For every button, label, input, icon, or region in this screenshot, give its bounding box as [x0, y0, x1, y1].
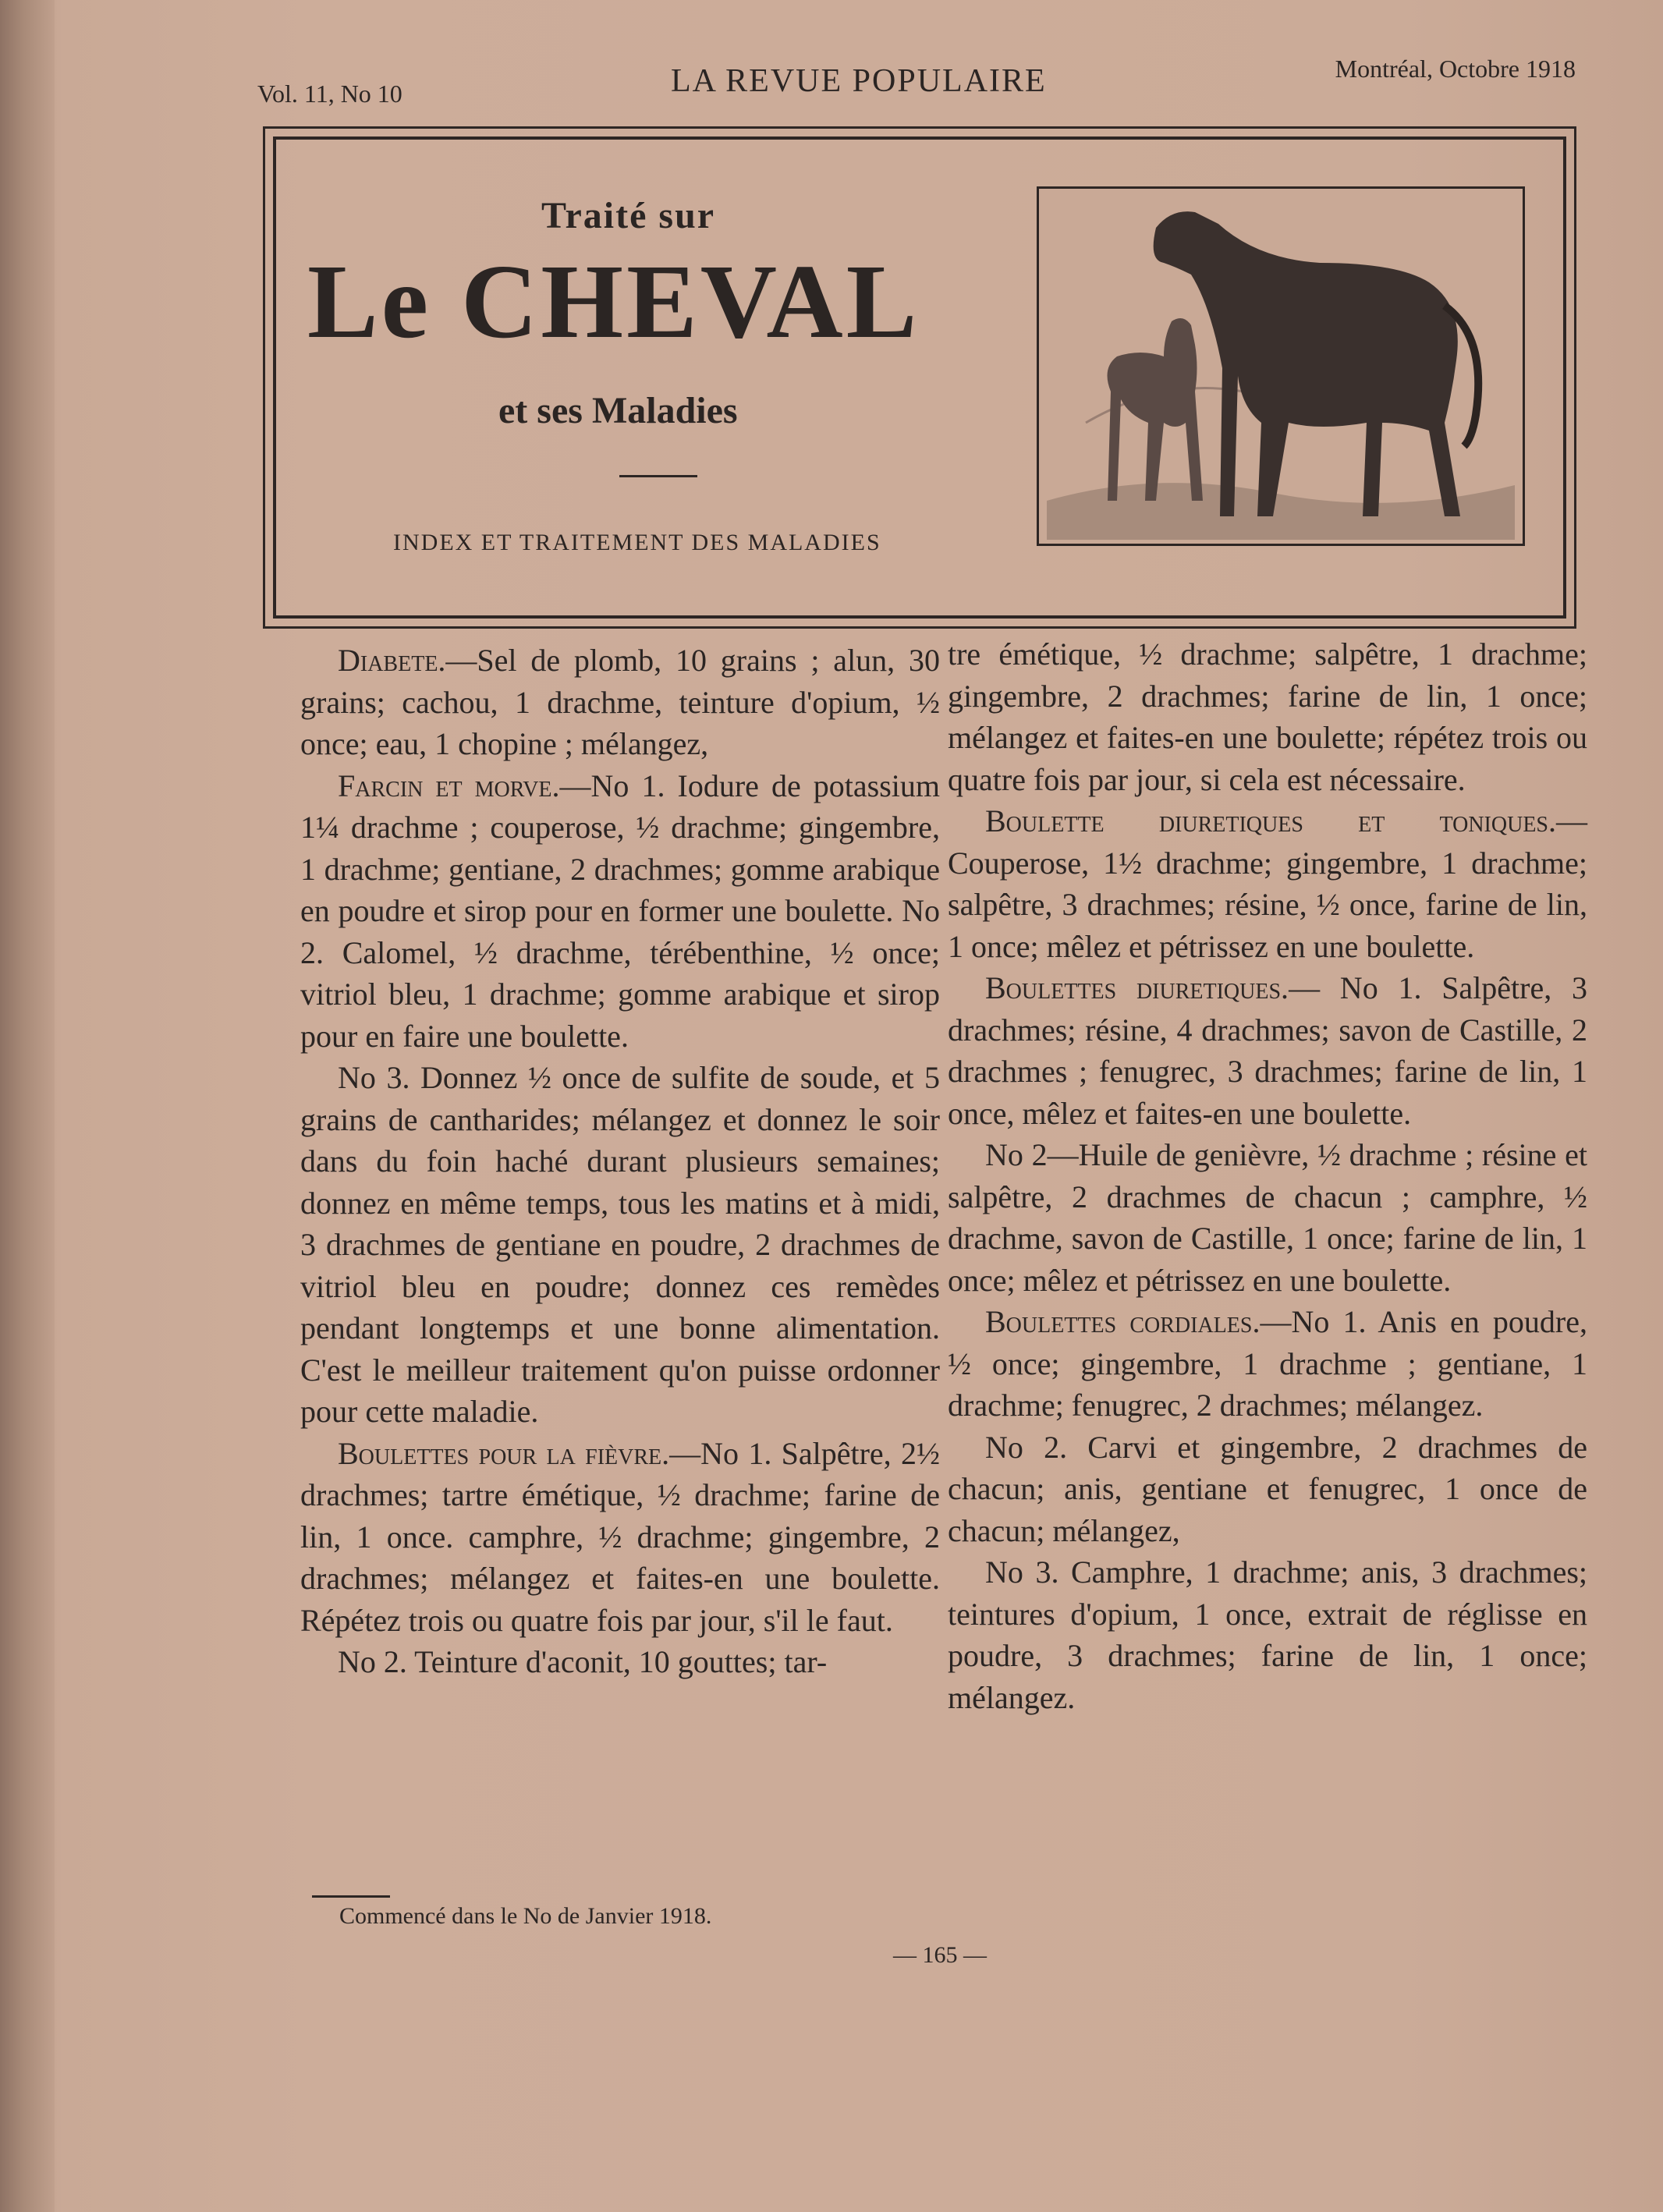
entry-fievre-continued: [948, 633, 1587, 800]
entry-heading: Boulettes pour la fièvre.: [338, 1435, 670, 1471]
entry-cordiales: [948, 1301, 1587, 1427]
horse-engraving-icon: [1039, 189, 1523, 544]
title-rule: [619, 475, 697, 477]
title-line-3: et ses Maladies: [498, 390, 738, 431]
entry-text: No 2—Huile de genièvre, ½ drachme ; résine et salpêtre, 2 drachmes de chacun ; camphre, ½ drachme, savon de Castille, 1 once; farine de lin, 1 once; mêlez et pétrissez en une boulette.: [948, 1137, 1587, 1298]
entry-farcin: [300, 765, 940, 1058]
main-title: Le CHEVAL: [307, 243, 920, 360]
entry-diabete: [300, 640, 940, 765]
footnote-rule: [312, 1895, 390, 1898]
entry-text: tre émétique, ½ drachme; salpêtre, 1 drachme; gingembre, 2 drachmes; farine de lin, 1 once; mélangez et faites-en une boulette; répétez trois ou quatre fois par jour, si cela est nécessaire.: [948, 636, 1587, 797]
entry-text: —Couperose, 1½ drachme; gingembre, 1 drachme; salpêtre, 3 drachmes; résine, ½ once, farine de lin, 1 once; mêlez et pétrissez en une boulette.: [948, 803, 1587, 964]
entry-text: —No 1. Iodure de potassium 1¼ drachme ; couperose, ½ drachme; gingembre, 1 drachme; gentiane, 2 drachmes; gomme arabique en poudre et sirop pour en former une boulette. No 2. Calomel, ½ drachme, térébenthine, ½ once; vitriol bleu, 1 drachme; gomme arabique et sirop pour en faire une boulette.: [300, 767, 940, 1054]
entry-text: No 2. Carvi et gingembre, 2 drachmes de chacun; anis, gentiane et fenugrec, 1 once de chacun; mélangez,: [948, 1429, 1587, 1548]
entry-text: —No 1. Anis en poudre, ½ once; gingembre, 1 drachme ; gentiane, 1 drachme; fenugrec, 2 drachmes; mélangez.: [948, 1304, 1588, 1423]
entry-cordiales-no2: [948, 1427, 1587, 1552]
footnote: Commencé dans le No de Janvier 1918.: [339, 1903, 712, 1929]
horse-and-foal-illustration: [1037, 186, 1525, 546]
entry-heading: Boulettes cordiales.: [985, 1304, 1261, 1339]
title-line-1: Traité sur: [541, 195, 716, 236]
entry-text: — No 1. Salpêtre, 3 drachmes; résine, 4 drachmes; savon de Castille, 2 drachmes ; fenugrec, 3 drachmes; farine de lin, 1 once, mêlez et faites-en une boulette.: [948, 970, 1587, 1131]
binding-gutter: [0, 0, 55, 2212]
left-text-column: [300, 640, 940, 1683]
entry-heading: Boulettes diuretiques.: [985, 970, 1289, 1005]
entry-heading: Diabete.: [338, 643, 446, 678]
entry-cordiales-no3: [948, 1551, 1587, 1718]
entry-fievre: [300, 1433, 940, 1642]
entry-diuretiques-toniques: [948, 800, 1587, 967]
entry-diuretiques: [948, 967, 1587, 1134]
issue-date: Montréal, Octobre 1918: [1335, 55, 1576, 83]
entry-heading: Boulette diuretiques et toniques.: [985, 803, 1556, 838]
entry-text: No 3. Donnez ½ once de sulfite de soude, et 5 grains de cantharides; mélangez et donnez le soir dans du foin haché durant plusieurs semaines; donnez en même temps, tous les matins et à midi, 3 drachmes de gentiane en poudre, 2 drachmes de vitriol bleu en poudre; donnez ces remèdes pendant longtemps et une bonne alimentation. C'est le meilleur traitement qu'on puisse ordonner pour cette maladie.: [300, 1060, 940, 1429]
entry-text: —No 1. Salpêtre, 2½ drachmes; tartre émétique, ½ drachme; farine de lin, 1 once. camphre, ½ drachme; gingembre, 2 drachmes; mélangez et faites-en une boulette. Répétez trois ou quatre fois par jour, s'il le faut.: [300, 1435, 940, 1638]
publication-title: LA REVUE POPULAIRE: [671, 63, 1047, 99]
entry-text: —Sel de plomb, 10 grains ; alun, 30 grains; cachou, 1 drachme, teinture d'opium, ½ once; eau, 1 chopine ; mélangez,: [300, 643, 940, 761]
running-header: [250, 55, 1576, 117]
entry-text: No 2. Teinture d'aconit, 10 gouttes; tar-: [338, 1644, 828, 1679]
entry-diuretiques-no2: [948, 1134, 1587, 1301]
volume-number: Vol. 11, No 10: [257, 80, 402, 108]
page-number: — 165 —: [893, 1942, 987, 1968]
entry-text: No 3. Camphre, 1 drachme; anis, 3 drachmes; teintures d'opium, 1 once, extrait de réglisse en poudre, 3 drachmes; farine de lin, 1 once; mélangez.: [948, 1554, 1587, 1715]
right-text-column: [948, 633, 1587, 1718]
entry-farcin-no3: [300, 1057, 940, 1433]
section-subtitle: INDEX ET TRAITEMENT DES MALADIES: [393, 530, 881, 555]
entry-fievre-no2: [300, 1641, 940, 1683]
entry-heading: Farcin et morve.: [338, 767, 560, 803]
title-block: [273, 136, 1566, 619]
